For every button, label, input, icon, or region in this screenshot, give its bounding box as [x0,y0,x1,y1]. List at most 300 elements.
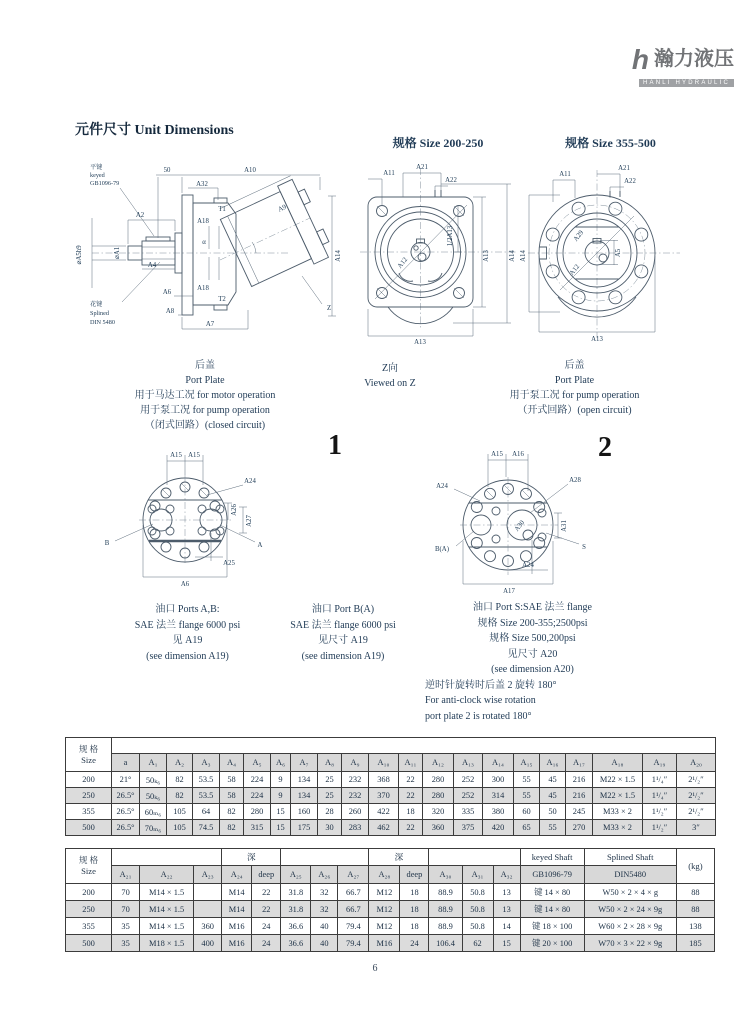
table-cell: 315 [244,820,271,836]
table-cell: 232 [342,772,369,788]
column-header: A₁₅ [514,754,540,772]
column-header: DIN5480 [584,866,676,884]
table-cell: 462 [369,820,399,836]
dim-label: GB1096-79 [90,180,120,187]
table-cell: 88.9 [429,901,462,918]
dim-label: A18 [197,218,209,225]
band-cell [112,849,222,866]
table-cell: 15 [271,804,291,820]
caption-line: 用于泵工况 for pump operation [140,405,270,416]
table-cell: M22 × 1.5 [593,772,643,788]
dim-label: A30 [513,519,527,533]
heading-size-355-500: 规格 Size 355-500 [565,136,656,150]
table-row [66,935,715,952]
dim-label: A12 [568,263,582,277]
dim-label: T1 [218,206,226,213]
table-cell: 14 [493,918,520,935]
column-header: A₂₃ [194,866,222,884]
table-cell: 2¹/₂″ [677,804,716,820]
table-cell: 320 [423,804,454,820]
table-cell: 53.5 [193,788,220,804]
table-cell: 500 [66,820,112,836]
column-header: A₁₈ [593,754,643,772]
column-header: GB1096-79 [520,866,584,884]
column-header: deep [252,866,281,884]
heading-size-200-250: 规格 Size 200-250 [392,136,484,150]
dim-label: keyed [90,172,105,179]
table-cell: 24 [252,918,281,935]
table-cell: M33 × 2 [593,820,643,836]
note-line: 规格 Size 500,200psi [489,633,576,644]
table-cell: 66.7 [338,884,369,901]
dimensions-table-1-wrap [65,737,716,836]
table-cell: 134 [291,788,318,804]
caption-line: Port Plate [554,375,595,386]
table-cell: 66.7 [338,901,369,918]
note-port-ba [248,602,438,664]
note-line: 逆时针旋转时后盖 2 旋转 180° [425,679,557,691]
table-cell: 82 [167,772,193,788]
table-cell: 15 [271,820,291,836]
table-cell: 键 14 × 80 [520,901,584,918]
dim-label: DIN 5480 [90,319,115,326]
splined-shaft-header: Splined Shaft [584,849,676,866]
table-row [66,788,716,804]
column-header: A₂₇ [338,866,369,884]
table-cell: 2¹/₂″ [677,788,716,804]
table-cell: 360 [423,820,454,836]
table-cell: 245 [566,804,593,820]
dim-label: A15 [170,452,182,459]
brand-logo [632,42,734,89]
dim-label: A31 [561,520,568,532]
table-cell: 35 [112,935,140,952]
table-cell: 22 [399,820,423,836]
table-cell: 65 [514,820,540,836]
note-port-s [425,600,640,724]
column-header: A₂₀ [677,754,716,772]
column-header: A₁ [140,754,167,772]
table-cell: 380 [483,804,514,820]
table-cell: 252 [454,788,483,804]
table-cell: 216 [566,788,593,804]
column-header: a [112,754,140,772]
dim-label: A13 [483,250,490,262]
table2-column-headers [66,866,715,884]
dim-label: T2 [218,296,226,303]
dim-label: A6 [162,289,172,296]
column-header: A₁₀ [369,754,399,772]
table-cell: 键 20 × 100 [520,935,584,952]
table-cell: 31.8 [281,901,311,918]
table-cell: 9 [271,788,291,804]
table-cell: 1¹/₄″ [643,788,677,804]
table-cell: 314 [483,788,514,804]
table-cell: M14 [222,901,252,918]
table-cell: 13 [493,901,520,918]
table-cell: 18 [400,901,429,918]
table-cell: 40 [311,935,338,952]
table-cell: M14 × 1.5 [140,901,194,918]
caption-line: 后盖 [195,360,215,371]
table-cell: 22 [252,884,281,901]
brand-name-en: HANLI HYDRAULIC [639,79,734,87]
dim-label: A21 [618,165,630,172]
dim-label: A10 [244,167,256,174]
table-cell: 134 [291,772,318,788]
note-line: 油口 Ports A,B: [155,604,220,615]
table-row [66,820,716,836]
note-line: (see dimension A20) [491,664,574,675]
table-cell: 60ₘ₆ [140,804,167,820]
table-cell: 15 [493,935,520,952]
caption-line: Z向 [381,363,399,374]
dim-label: ⌀A1 [114,246,121,260]
dim-label: A5 [615,248,622,258]
table-cell: 53.5 [193,772,220,788]
dim-label: A11 [383,170,395,177]
column-header: A₉ [342,754,369,772]
table-cell: 26.5° [112,804,140,820]
dim-label: A14 [509,250,516,262]
dim-label: ⌀A5h9 [76,245,83,265]
caption-port-plate-open [482,358,667,418]
table2-body [66,884,715,952]
caption-line: 用于泵工况 for pump operation [509,390,640,401]
table-cell [194,901,222,918]
plate1-number: 1 [328,430,342,461]
drawing-lines [360,168,517,336]
dim-label: 1/2A13 [447,225,454,247]
table-cell: 22 [399,772,423,788]
table-cell: M22 × 1.5 [593,788,643,804]
column-header: A₁₆ [540,754,566,772]
drawing-lines [528,170,680,338]
table-cell: 32 [311,901,338,918]
table-cell: 70ₘ₆ [140,820,167,836]
table-row [66,804,716,820]
table-cell: 355 [66,804,112,820]
dim-label: α [202,239,206,246]
table-cell: 74.5 [193,820,220,836]
port-plate2-drawing [418,443,653,603]
column-header: A₈ [318,754,342,772]
table-cell: 300 [483,772,514,788]
table-cell: 13 [493,884,520,901]
table-cell: M12 [369,901,400,918]
table-cell: 22 [399,788,423,804]
table-cell: 79.4 [338,935,369,952]
table-cell: W70 × 3 × 22 × 9g [584,935,676,952]
dim-label: A17 [503,588,515,595]
dim-label: A9 [277,203,288,214]
table-cell: 25 [318,788,342,804]
table-cell: 280 [423,788,454,804]
table-cell: 82 [167,788,193,804]
dim-label: S [582,544,586,551]
table-cell: 280 [423,772,454,788]
table-cell: 355 [66,918,112,935]
table-cell: 200 [66,884,112,901]
table-cell: 82 [220,804,244,820]
dim-label: A12 [396,256,410,270]
column-header: A₄ [220,754,244,772]
table-cell: 70 [112,901,140,918]
table-cell: M16 [222,935,252,952]
port-plate1-drawing [95,445,320,600]
column-header: A₂₁ [112,866,140,884]
column-header: A₂₈ [369,866,400,884]
table-cell: 30 [318,820,342,836]
dim-label: A7 [205,321,215,328]
caption-line: Viewed on Z [364,378,416,389]
table-cell: 55 [540,820,566,836]
table-cell: 252 [454,772,483,788]
table-cell: M14 [222,884,252,901]
caption-line: 用于马达工况 for motor operation [134,390,276,401]
table-cell: 35 [112,918,140,935]
table-cell: 250 [66,788,112,804]
table-cell: 232 [342,788,369,804]
table-row [66,884,715,901]
dim-label: 50 [163,167,171,174]
table-cell: M33 × 2 [593,804,643,820]
table-cell: 224 [244,788,271,804]
note-line: 规格 Size 200-355;2500psi [477,617,588,629]
table-cell: 500 [66,935,112,952]
table-cell: 200 [66,772,112,788]
dimensions-table-2 [65,848,715,952]
table-cell: 18 [400,918,429,935]
table-cell: 1¹/₂″ [643,804,677,820]
column-header: A₂₅ [281,866,311,884]
table-cell: 31.8 [281,884,311,901]
note-line: For anti-clock wise rotation [425,695,536,706]
dim-label: Splined [90,310,109,317]
table-cell: 185 [676,935,714,952]
table-cell: 420 [483,820,514,836]
column-header: A₂₄ [222,866,252,884]
dim-label: A21 [416,164,428,171]
plate2-number: 2 [598,432,612,463]
table-cell: 18 [400,884,429,901]
table-cell: 82 [220,820,244,836]
table-cell: 88.9 [429,918,462,935]
table-cell: 21° [112,772,140,788]
table-cell: 250 [66,901,112,918]
table-cell: 175 [291,820,318,836]
table-cell: M12 [369,884,400,901]
dim-label: A16 [512,451,524,458]
table-cell: 25 [318,772,342,788]
column-header: A₁₁ [399,754,423,772]
table-cell: 360 [194,918,222,935]
table-cell: 1¹/₂″ [643,820,677,836]
table-cell: 9 [271,772,291,788]
dim-label: A22 [445,177,457,184]
table-cell: 1¹/₄″ [643,772,677,788]
table-cell: 45 [540,788,566,804]
note-line: port plate 2 is rotated 180° [425,710,532,722]
column-header: A₃₂ [493,866,520,884]
table-cell: 270 [566,820,593,836]
dim-label: Z [327,305,332,312]
band-cell [112,738,716,754]
caption-viewed-on-z [340,361,440,391]
table-cell: 260 [342,804,369,820]
table-cell: 335 [454,804,483,820]
table-row [66,772,716,788]
dim-label: A32 [196,181,208,188]
table1-body [66,772,716,836]
dimensions-table-2-wrap [65,848,715,952]
note-line: SAE 法兰 flange 6000 psi [290,619,396,631]
note-line: (see dimension A19) [301,650,385,662]
table1-column-headers [66,754,716,772]
table-cell: 400 [194,935,222,952]
table-cell: 32 [311,884,338,901]
note-line: 见 A19 [172,635,203,646]
column-header: A₁₄ [483,754,514,772]
column-header: A₆ [271,754,291,772]
dim-label: A26 [231,504,238,516]
table-cell: M18 × 1.5 [140,935,194,952]
weight-header: (kg) [676,849,714,884]
table-cell: 64 [193,804,220,820]
table-cell: 106.4 [429,935,462,952]
table-cell: 45 [540,772,566,788]
dim-label: A14 [335,250,342,262]
dim-label: A28 [569,477,581,484]
dim-label: A15 [188,452,200,459]
size-header: 规 格 Size [66,738,112,772]
table-cell: 26.5° [112,820,140,836]
table-cell: 375 [454,820,483,836]
table-cell: 88 [676,901,714,918]
table-cell: 键 18 × 100 [520,918,584,935]
caption-line: （开式回路）(open circuit) [517,405,632,416]
caption-line: （闭式回路）(closed circuit) [144,420,266,431]
table-cell: 283 [342,820,369,836]
table-cell: W60 × 2 × 28 × 9g [584,918,676,935]
dim-label: A24 [244,478,256,485]
drawing-lines [92,173,336,329]
table-cell: 62 [462,935,493,952]
dim-label: A11 [559,171,571,178]
page-number: 6 [372,963,378,974]
table-cell: 40 [311,918,338,935]
dim-label: A24 [522,562,534,569]
dim-label: A13 [414,339,426,346]
table-cell: 280 [244,804,271,820]
table-cell: 88 [676,884,714,901]
table-cell: 105 [167,804,193,820]
table-cell: 22 [252,901,281,918]
table-cell: 26.5° [112,788,140,804]
table-cell: M16 [369,935,400,952]
table-cell: 55 [514,772,540,788]
table-cell: M14 × 1.5 [140,884,194,901]
deep-header: 深 [222,849,281,866]
band-cell [429,849,520,866]
band-cell [281,849,369,866]
table-cell: W50 × 2 × 24 × 9g [584,901,676,918]
table-cell: 36.6 [281,918,311,935]
note-line: (see dimension A19) [146,650,229,662]
table-cell: 50 [540,804,566,820]
caption-line: 后盖 [564,360,585,371]
table-row [66,918,715,935]
keyed-shaft-header: keyed Shaft [520,849,584,866]
page-title: 元件尺寸 Unit Dimensions [75,123,234,138]
table-cell: 36.6 [281,935,311,952]
dim-label: B [104,540,110,547]
table-cell: M14 × 1.5 [140,918,194,935]
table-cell: 105 [167,820,193,836]
table-cell: 24 [400,935,429,952]
table-cell: 368 [369,772,399,788]
table-cell: 50ₖ₆ [140,788,167,804]
dim-label: A14 [520,250,527,262]
table-cell: M16 [222,918,252,935]
column-header: A₃ [193,754,220,772]
round-view-labels [520,165,636,343]
table-cell: 50.8 [462,918,493,935]
brand-logo-icon: h [631,44,649,75]
dim-label: A15 [491,451,503,458]
table-cell: 55 [514,788,540,804]
table-cell: 422 [369,804,399,820]
table-cell: 18 [399,804,423,820]
table-cell: 160 [291,804,318,820]
dim-label: A6 [180,581,190,588]
caption-port-plate-closed [100,358,310,433]
table-cell: 79.4 [338,918,369,935]
column-header: A₅ [244,754,271,772]
dim-label: A4 [147,262,157,269]
table-cell: 50ₖ₆ [140,772,167,788]
column-header: A₁₂ [423,754,454,772]
column-header: A₁₉ [643,754,677,772]
table-cell: 58 [220,772,244,788]
dim-label: A25 [223,560,235,567]
dim-label: A [257,542,263,549]
size-header: 规 格 Size [66,849,112,884]
table-cell: 2¹/₂″ [677,772,716,788]
caption-line: Port Plate [185,375,225,386]
column-header: A₇ [291,754,318,772]
dim-label: A29 [572,229,586,243]
dimensions-table-1 [65,737,716,836]
dim-label: A8 [165,308,175,315]
column-header: A₁₃ [454,754,483,772]
table-cell: 50.8 [462,901,493,918]
dim-label: 平键 [90,164,103,171]
round-view-drawing [520,160,710,350]
column-header: A₃₁ [462,866,493,884]
brand-name-cn: 瀚力液压 [654,46,734,70]
dim-label: A24 [436,483,448,490]
table-cell: 224 [244,772,271,788]
table-cell: 138 [676,918,714,935]
dim-label: A2 [135,212,145,219]
column-header: A₂₆ [311,866,338,884]
column-header: A₁₇ [566,754,593,772]
table-cell: 216 [566,772,593,788]
port-plate2-labels [435,451,586,595]
column-header: A₃₀ [429,866,462,884]
dim-label: A22 [624,178,636,185]
